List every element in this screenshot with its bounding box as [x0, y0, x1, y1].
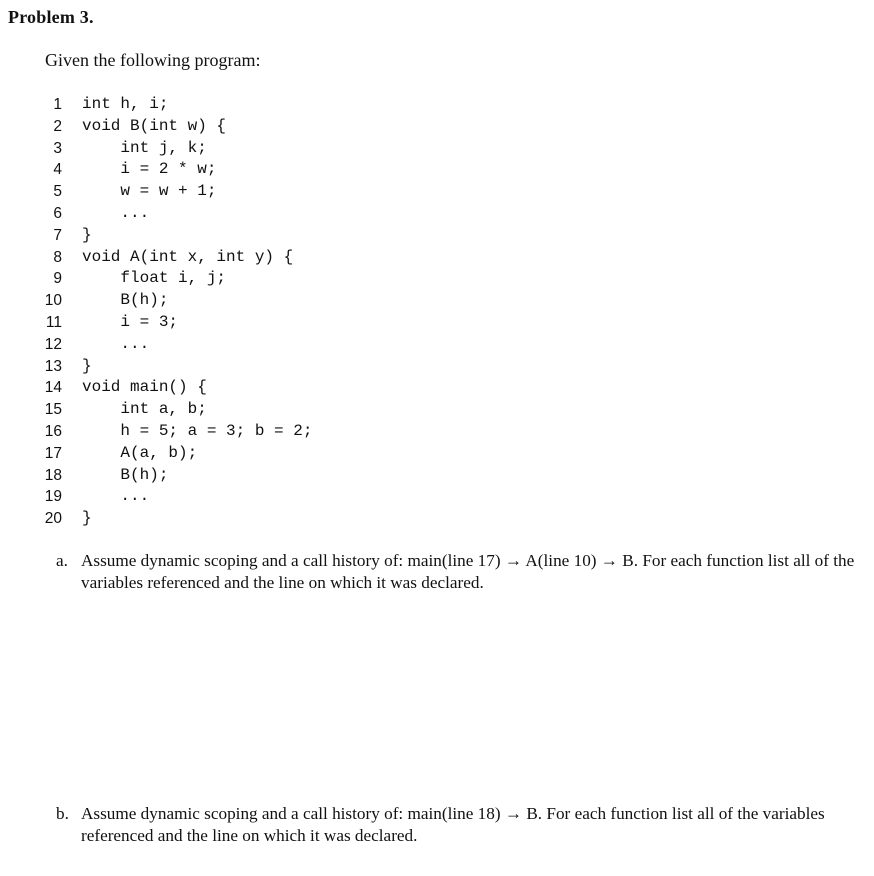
code-text: B(h);	[82, 465, 169, 484]
question-a-text: Assume dynamic scoping and a call history of: main(line 17) → A(line 10) → B. For each function list all of the variables referenced and the line on which it was declared.	[81, 551, 855, 592]
intro-text: Given the following program:	[45, 50, 261, 70]
code-line	[30, 334, 312, 356]
code-text: ...	[82, 487, 150, 506]
code-line	[30, 377, 312, 399]
code-text: h = 5; a = 3; b = 2;	[82, 421, 313, 440]
question-b-label: b.	[56, 804, 69, 823]
code-line	[30, 508, 312, 530]
line-number: 19	[44, 488, 62, 506]
question-a-label: a.	[56, 551, 68, 570]
code-line	[30, 247, 312, 269]
line-number: 9	[53, 270, 62, 288]
question-a	[56, 550, 866, 594]
question-b	[56, 803, 866, 847]
code-text: i = 2 * w;	[82, 160, 217, 179]
line-number: 4	[53, 161, 62, 179]
line-number: 16	[44, 422, 62, 440]
code-line	[30, 421, 312, 443]
code-text: B(h);	[82, 291, 169, 310]
code-text: int j, k;	[82, 138, 207, 157]
line-number: 17	[44, 444, 62, 462]
line-number: 15	[44, 401, 62, 419]
code-line	[30, 268, 312, 290]
code-line	[30, 203, 312, 225]
line-number: 6	[53, 204, 62, 222]
line-number: 12	[44, 335, 62, 353]
code-text: ...	[82, 334, 150, 353]
code-line	[30, 443, 312, 465]
code-text: w = w + 1;	[82, 182, 217, 201]
code-line	[30, 356, 312, 378]
line-number: 20	[44, 510, 62, 528]
code-line	[30, 225, 312, 247]
line-number: 7	[53, 226, 62, 244]
line-number: 10	[44, 292, 62, 310]
code-text: ...	[82, 203, 150, 222]
code-line	[30, 290, 312, 312]
code-text: }	[82, 356, 92, 375]
problem-title: Problem 3.	[8, 7, 94, 27]
code-text: A(a, b);	[82, 443, 198, 462]
code-text: void main() {	[82, 378, 207, 397]
code-text: i = 3;	[82, 312, 179, 331]
line-number: 1	[53, 96, 62, 113]
code-line	[30, 465, 312, 487]
code-line	[30, 181, 312, 203]
code-text: void A(int x, int y) {	[82, 247, 294, 266]
line-number: 8	[53, 248, 62, 266]
code-text: }	[82, 225, 92, 244]
code-text: float i, j;	[82, 269, 227, 288]
code-text: int a, b;	[82, 400, 207, 419]
line-number: 13	[44, 357, 62, 375]
line-number: 3	[53, 139, 62, 157]
code-text: int h, i;	[82, 95, 169, 113]
code-line	[30, 138, 312, 160]
line-number: 5	[53, 183, 62, 201]
code-listing	[30, 94, 312, 530]
code-line	[30, 159, 312, 181]
question-b-text: Assume dynamic scoping and a call history of: main(line 18) → B. For each function list all of the variables referenced and the line on which it was declared.	[81, 804, 825, 845]
code-line	[30, 399, 312, 421]
code-line	[30, 116, 312, 138]
code-line	[30, 312, 312, 334]
code-text: }	[82, 509, 92, 528]
line-number: 14	[44, 379, 62, 397]
code-text: void B(int w) {	[82, 116, 227, 135]
code-line	[30, 94, 312, 116]
line-number: 11	[45, 313, 62, 331]
line-number: 18	[44, 466, 62, 484]
line-number: 2	[53, 117, 62, 135]
code-line	[30, 486, 312, 508]
